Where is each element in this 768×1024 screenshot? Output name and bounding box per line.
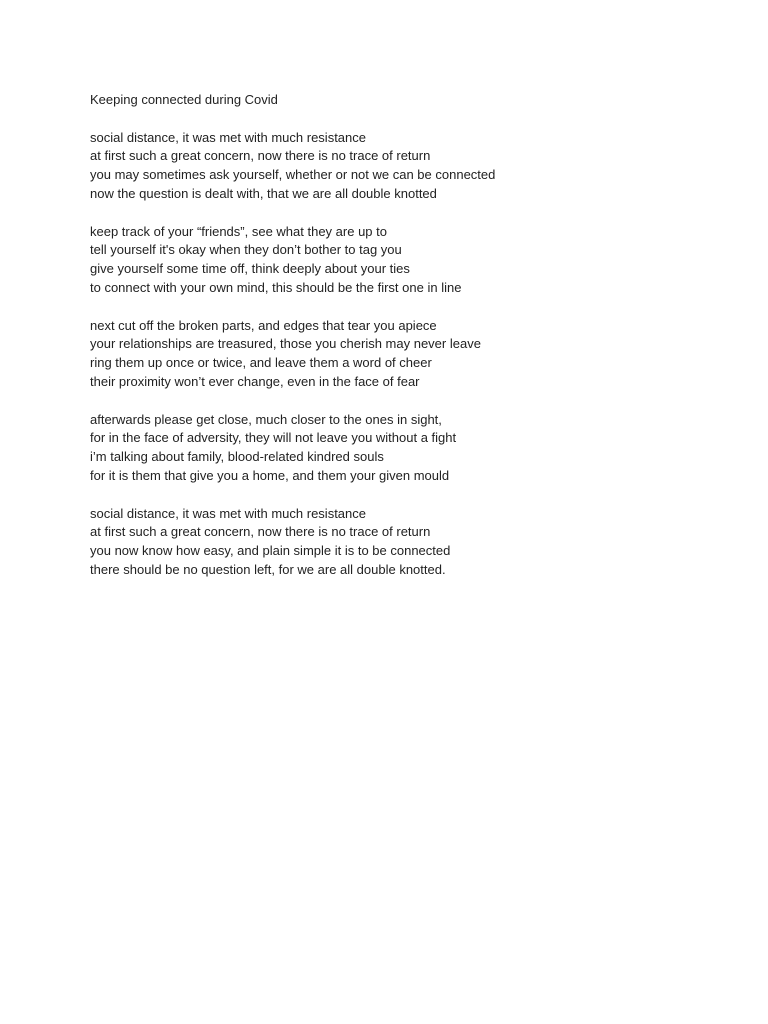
poem-line: their proximity won’t ever change, even in the face of fear	[90, 373, 420, 389]
poem-line: to connect with your own mind, this should be the first one in line	[90, 279, 462, 295]
poem-line: social distance, it was met with much resistance	[90, 505, 366, 521]
poem-line: social distance, it was met with much resistance	[90, 129, 366, 145]
poem-line: you now know how easy, and plain simple it is to be connected	[90, 543, 451, 559]
poem-line: at first such a great concern, now there is no trace of return	[90, 524, 431, 540]
stanza-2	[90, 223, 730, 298]
poem-line: tell yourself it's okay when they don’t bother to tag you	[90, 242, 402, 258]
poem-line: now the question is dealt with, that we are all double knotted	[90, 185, 437, 201]
poem-line: at first such a great concern, now there is no trace of return	[90, 148, 431, 164]
stanza-3	[90, 317, 730, 392]
poem-line: ring them up once or twice, and leave them a word of cheer	[90, 355, 432, 371]
poem-line: there should be no question left, for we are all double knotted.	[90, 561, 446, 577]
poem-line: for it is them that give you a home, and them your given mould	[90, 467, 450, 483]
document-title: Keeping connected during Covid	[90, 92, 278, 107]
poem-line: next cut off the broken parts, and edges that tear you apiece	[90, 317, 437, 333]
poem-line: keep track of your “friends”, see what they are up to	[90, 223, 387, 239]
stanza-5	[90, 505, 730, 580]
poem-line: give yourself some time off, think deeply about your ties	[90, 261, 410, 277]
poem-line: your relationships are treasured, those you cherish may never leave	[90, 336, 481, 352]
poem-line: for in the face of adversity, they will not leave you without a fight	[90, 430, 457, 446]
poem-body	[90, 91, 730, 599]
poem-line: afterwards please get close, much closer to the ones in sight,	[90, 411, 442, 427]
stanza-4	[90, 411, 730, 486]
stanza-1	[90, 129, 730, 204]
poem-line: you may sometimes ask yourself, whether or not we can be connected	[90, 167, 496, 183]
poem-line: i’m talking about family, blood-related kindred souls	[90, 449, 384, 465]
